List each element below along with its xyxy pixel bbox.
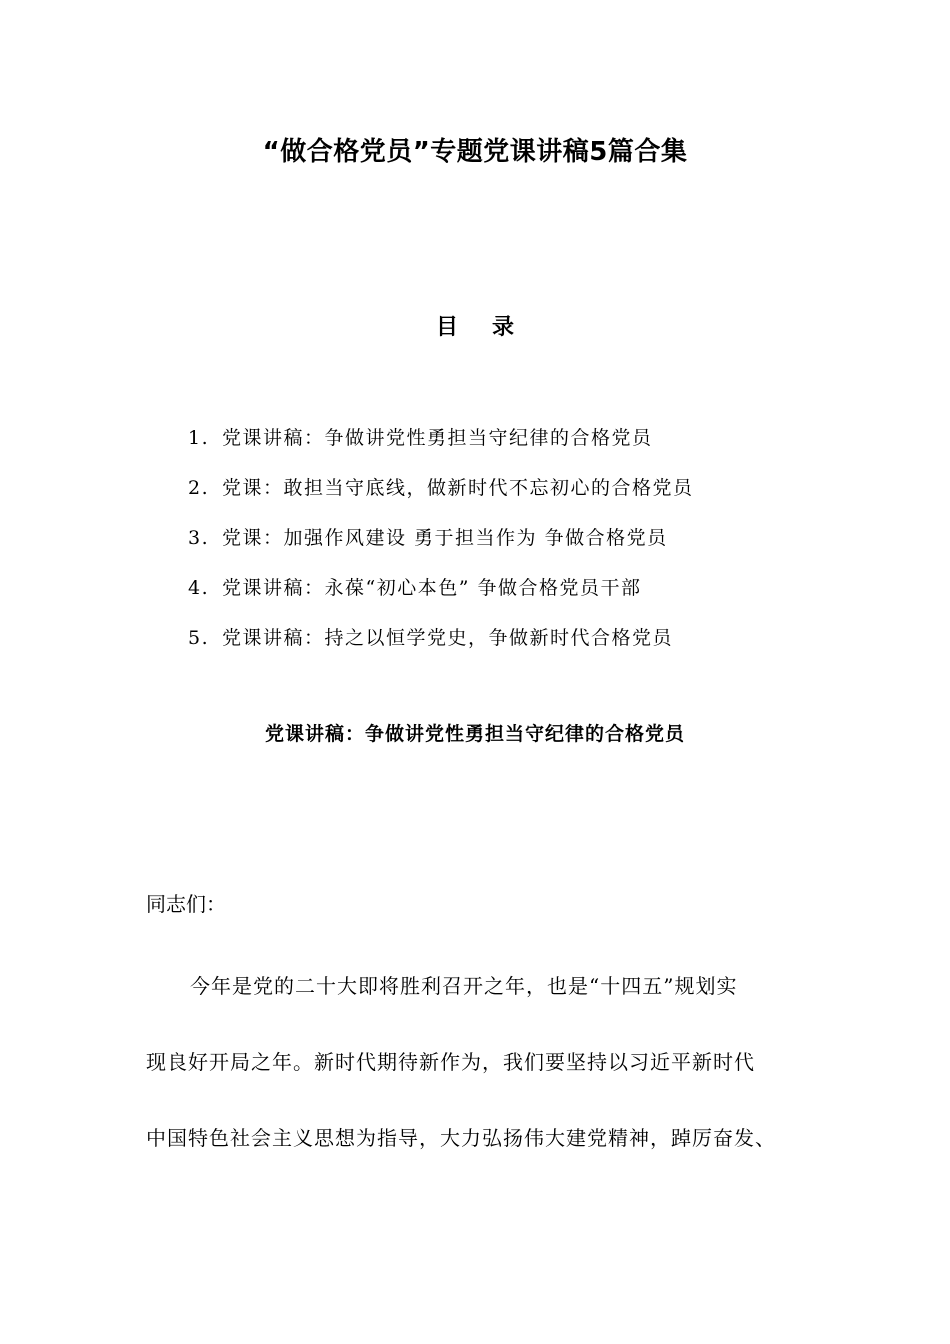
- table-of-contents: [188, 420, 694, 670]
- salutation: 同志们：: [146, 892, 226, 916]
- body-line-3: 中国特色社会主义思想为指导，大力弘扬伟大建党精神，踔厉奋发、: [146, 1126, 776, 1150]
- section-title: 党课讲稿：争做讲党性勇担当守纪律的合格党员: [264, 723, 685, 745]
- body-paragraph: [146, 966, 826, 1194]
- toc-item-2[interactable]: [188, 470, 694, 520]
- toc-item-text: 党课讲稿：争做讲党性勇担当守纪律的合格党员: [222, 427, 653, 449]
- toc-item-4[interactable]: [188, 570, 694, 620]
- toc-item-number: 1.: [188, 427, 210, 449]
- toc-item-number: 5.: [188, 627, 210, 649]
- toc-item-number: 3.: [188, 527, 210, 549]
- toc-item-1[interactable]: [188, 420, 694, 470]
- body-line-1: 今年是党的二十大即将胜利召开之年，也是“十四五”规划实: [190, 974, 738, 998]
- toc-heading-char-2: 录: [492, 315, 515, 340]
- toc-item-number: 2.: [188, 477, 210, 499]
- toc-item-text: 党课讲稿：持之以恒学党史，争做新时代合格党员: [222, 627, 674, 649]
- toc-item-text: 党课：敢担当守底线，做新时代不忘初心的合格党员: [222, 477, 694, 499]
- toc-heading-char-1: 目: [435, 315, 458, 340]
- toc-item-number: 4.: [188, 577, 210, 599]
- toc-item-3[interactable]: [188, 520, 694, 570]
- body-line-2: 现良好开局之年。新时代期待新作为，我们要坚持以习近平新时代: [146, 1050, 755, 1074]
- toc-item-5[interactable]: [188, 620, 694, 670]
- document-title: “做合格党员”专题党课讲稿5篇合集: [262, 137, 688, 167]
- toc-item-text: 党课：加强作风建设 勇于担当作为 争做合格党员: [222, 527, 668, 549]
- toc-item-text: 党课讲稿：永葆“初心本色” 争做合格党员干部: [222, 577, 642, 599]
- toc-heading: [0, 308, 950, 348]
